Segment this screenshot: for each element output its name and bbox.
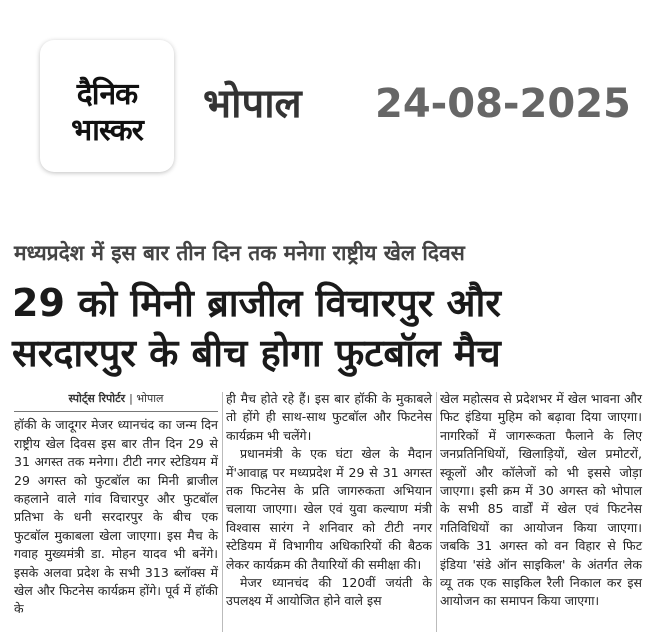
article-paragraph: हॉकी के जादूगर मेजर ध्यानचंद का जन्म दिन राष्ट्रीय खेल दिवस इस बार तीन दिन 29 से 31 अगस्त तक मनेगा। टीटी नगर स्टेडियम में 29 अगस्त को फुटबॉल का मिनी ब्राजील कहलाने वाले गांव विचारपुर और फुटबॉल प्रतिभा के धनी सरदारपुर के बीच एक फुटबॉल मुकाबला खेला जाएगा। इस मैच के गवाह मुख्यमंत्री डा. मोहन यादव भी बनेंगे। इसके अलवा प्रदेश के सभी 313 ब्लॉक्स में खेल और फिटनेस कार्यक्रम होंगे। पूर्व में हॉकी के <box>14 417 218 617</box>
article-column-1 <box>14 390 218 619</box>
article-column-2 <box>226 390 432 611</box>
article-column-3 <box>440 390 642 611</box>
logo-text-line1: दैनिक <box>76 77 138 112</box>
article-paragraph: खेल महोत्सव से प्रदेशभर में खेल भावना और फिट इंडिया मुहिम को बढ़ावा दिया जाएगा। नागरिकों में जागरूकता फैलाने के लिए जनप्रतिनिधियों, खिलाड़ियों, खेल प्रमोटरों, स्कूलों और कॉलेजों को भी इससे जोड़ा जाएगा। इसी क्रम में 30 अगस्त को भोपाल के सभी 85 वार्डों में खेल एवं फिटनेस गतिविधियों का आयोजन किया जाएगा। जबकि 31 अगस्त को वन विहार से फिट इंडिया 'संडे ऑन साइकिल' के अंतर्गत लेक व्यू तक एक साइकिल रैली निकाल कर इस आयोजन का समापन किया जाएगा। <box>440 391 642 609</box>
article-headline <box>12 278 644 378</box>
dainik-bhaskar-logo <box>40 40 174 172</box>
byline <box>14 390 218 412</box>
article-subheadline: मध्यप्रदेश में इस बार तीन दिन तक मनेगा राष्ट्रीय खेल दिवस <box>14 241 465 265</box>
byline-author: स्पोर्ट्स रिपोर्टर <box>68 392 126 405</box>
edition-date: 24-08-2025 <box>375 81 631 127</box>
byline-place: | भोपाल <box>129 392 164 405</box>
column-divider <box>436 392 437 632</box>
logo-text-line2: भास्कर <box>71 113 143 148</box>
article-paragraph: मेजर ध्यानचंद की 120वीं जयंती के उपलक्ष्य में आयोजित होने वाले इस <box>226 575 432 609</box>
article-paragraph: प्रधानमंत्री के एक घंटा खेल के मैदान में'आवाह्न पर मध्यप्रदेश में 29 से 31 अगस्त तक फिटनेस के प्रति जागरुकता अभियान चलाया जाएगा। खेल एवं युवा कल्याण मंत्री विश्वास सारंग ने शनिवार को टीटी नगर स्टेडियम में विभागीय अधिकारियों की बैठक लेकर कार्यक्रम की तैयारियों की समीक्षा की। <box>226 446 432 572</box>
city-name: भोपाल <box>203 81 302 127</box>
article-paragraph: ही मैच होते रहे हैं। इस बार हॉकी के मुकाबले तो होंगे ही साथ-साथ फुटबॉल और फिटनेस कार्यक्रम भी चलेंगे। <box>226 391 432 443</box>
headline-line-2: सरदारपुर के बीच होगा फुटबॉल मैच <box>12 331 501 375</box>
column-divider <box>222 392 223 632</box>
headline-line-1: 29 को मिनी ब्राजील विचारपुर और <box>12 281 501 325</box>
